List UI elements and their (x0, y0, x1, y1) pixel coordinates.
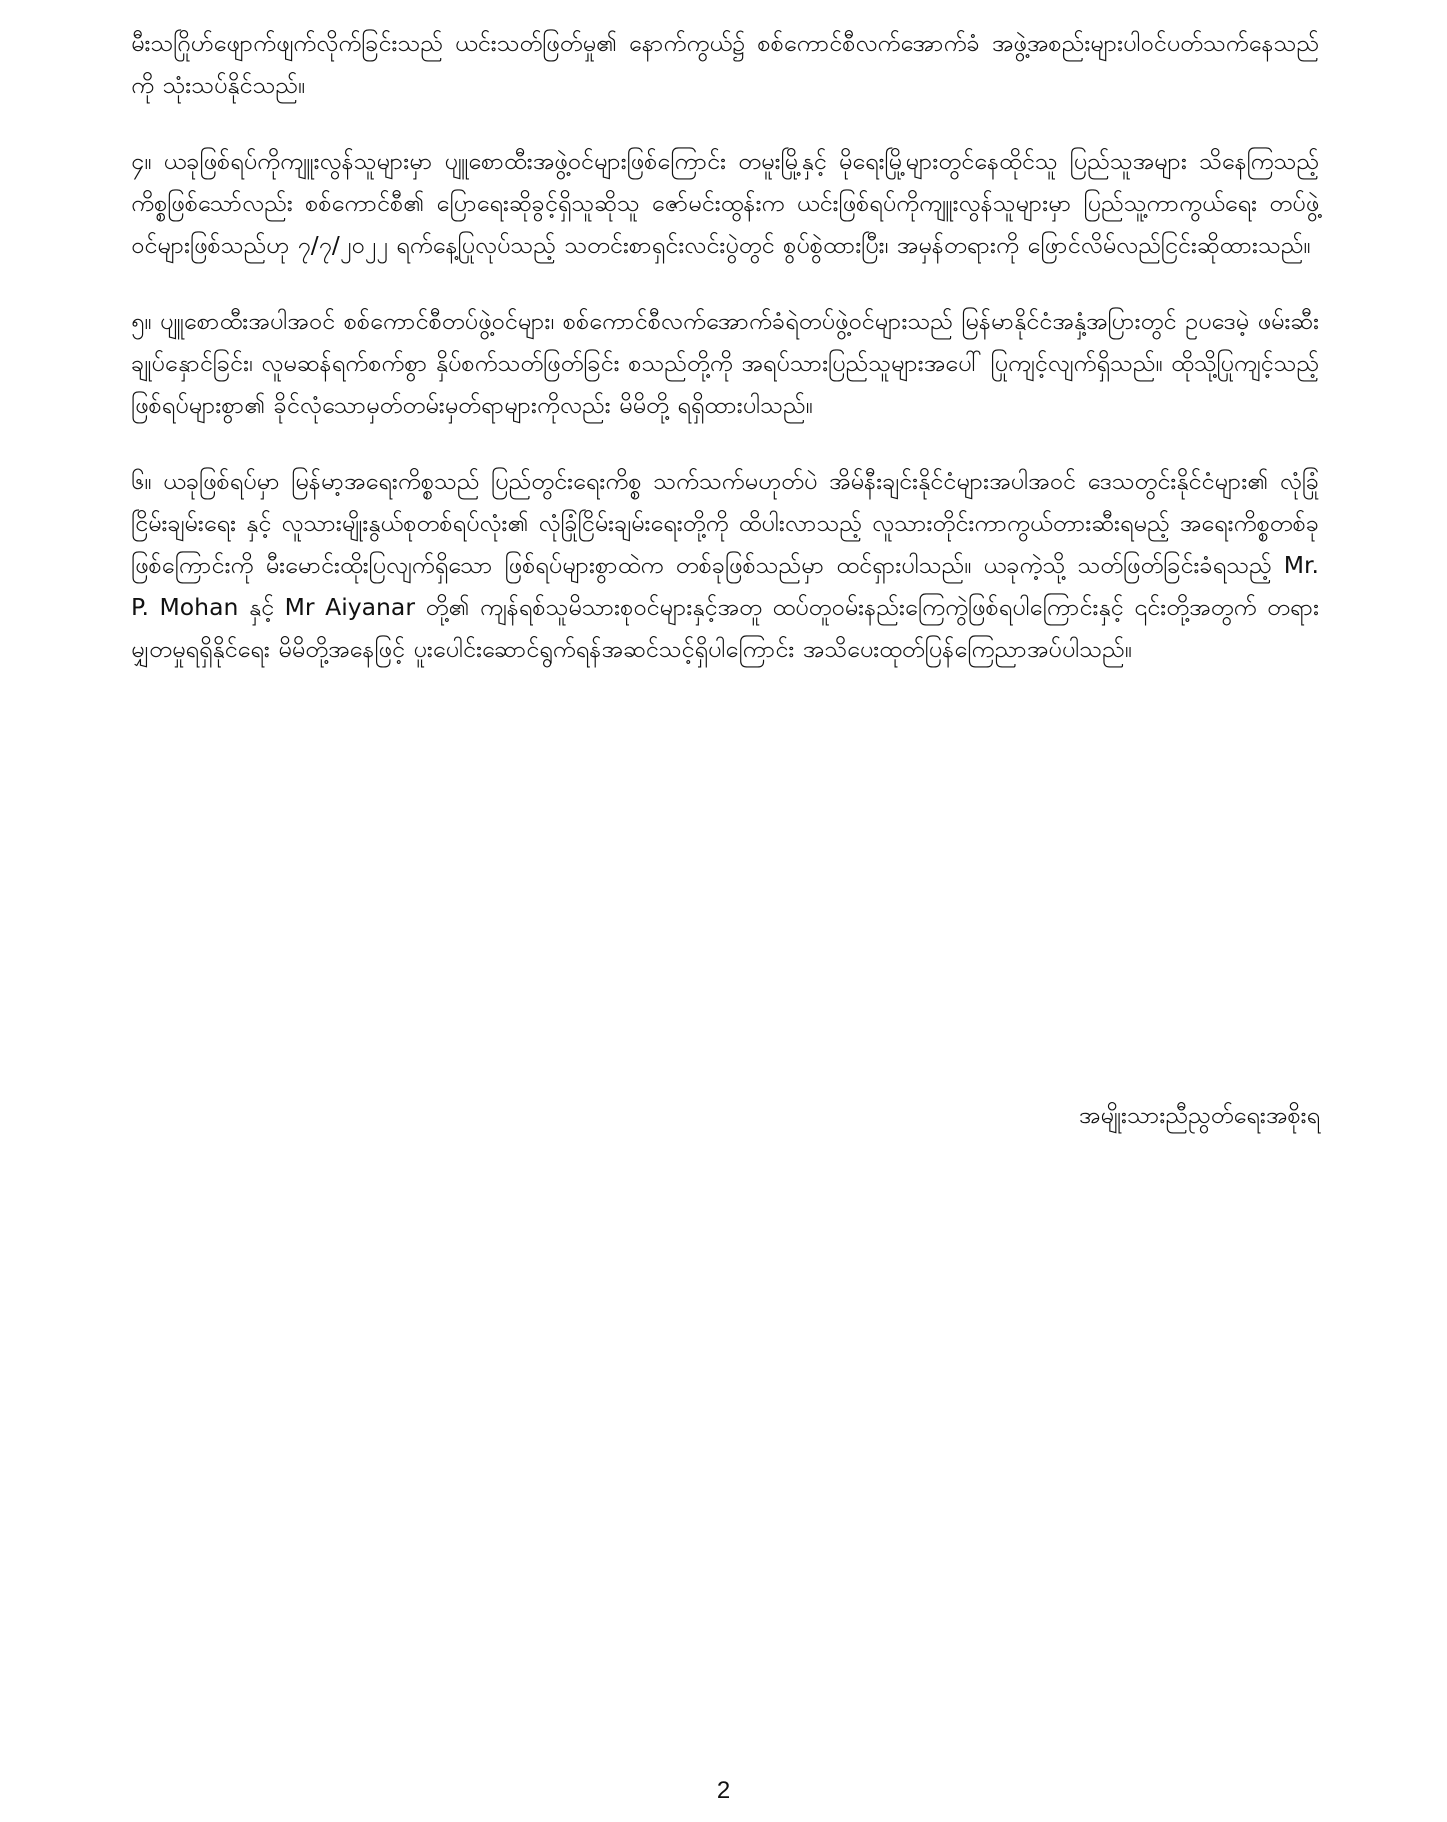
issuer-signature: အမျိုးသားညီညွတ်ရေးအစိုးရ (1078, 1101, 1320, 1129)
document-body (131, 22, 1319, 704)
paragraph-4: ၄။ ယခုဖြစ်ရပ်ကိုကျူးလွန်သူများမှာ ပျူစောထီးအဖွဲ့ဝင်များဖြစ်ကြောင်း တမူးမြို့နှင့် မိုရေးမြို့များတွင်နေထိုင်သူ ပြည်သူအများ သိနေကြသည့်ကိစ္စဖြစ်သော်လည်း စစ်ကောင်စီ၏ ပြောရေးဆိုခွင့်ရှိသူဆိုသူ ဇော်မင်းထွန်းက ယင်းဖြစ်ရပ်ကိုကျူးလွန်သူများမှာ ပြည်သူ့ကာကွယ်ရေး တပ်ဖွဲ့ဝင်များဖြစ်သည်ဟု ၇/၇/၂၀၂၂ ရက်နေ့ပြုလုပ်သည့် သတင်းစာရှင်းလင်းပွဲတွင် စွပ်စွဲထားပြီး၊ အမှန်တရားကို ဖြောင်လိမ်လည်ငြင်းဆိုထားသည်။ (131, 147, 1319, 259)
paragraph-continuation: မီးသဂြိုဟ်ဖျောက်ဖျက်လိုက်ခြင်းသည် ယင်းသတ်ဖြတ်မှု၏ နောက်ကွယ်၌ စစ်ကောင်စီလက်အောက်ခံ အဖွဲ့အစည်းများပါဝင်ပတ်သက်နေသည်ကို သုံးသပ်နိုင်သည်။ (131, 29, 1319, 99)
page-number: 2 (716, 1777, 731, 1804)
paragraph-6: ၆။ ယခုဖြစ်ရပ်မှာ မြန်မာ့အရေးကိစ္စသည် ပြည်တွင်းရေးကိစ္စ သက်သက်မဟုတ်ပဲ အိမ်နီးချင်းနိုင်ငံများအပါအဝင် ဒေသတွင်းနိုင်ငံများ၏ လုံခြုံငြိမ်းချမ်းရေး နှင့် လူသားမျိုးနွယ်စုတစ်ရပ်လုံး၏ လုံခြုံငြိမ်းချမ်းရေးတို့ကို ထိပါးလာသည့် လူသားတိုင်းကာကွယ်တားဆီးရမည့် အရေးကိစ္စတစ်ခုဖြစ်ကြောင်းကို မီးမောင်းထိုးပြလျက်ရှိသော ဖြစ်ရပ်များစွာထဲက တစ်ခုဖြစ်သည်မှာ ထင်ရှားပါသည်။ ယခုကဲ့သို့ သတ်ဖြတ်ခြင်းခံရသည့် Mr. P. Mohan နှင့် Mr Aiyanar တို့၏ ကျန်ရစ်သူမိသားစုဝင်များနှင့်အတူ ထပ်တူဝမ်းနည်းကြေကွဲဖြစ်ရပါကြောင်းနှင့် ၎င်းတို့အတွက် တရားမျှတမှုရရှိနိုင်ရေး မိမိတို့အနေဖြင့် ပူးပေါင်းဆောင်ရွက်ရန်အဆင်သင့်ရှိပါကြောင်း အသိပေးထုတ်ပြန်ကြေညာအပ်ပါသည်။ (131, 467, 1319, 663)
paragraph-5: ၅။ ပျူစောထီးအပါအဝင် စစ်ကောင်စီတပ်ဖွဲ့ဝင်များ၊ စစ်ကောင်စီလက်အောက်ခံရဲတပ်ဖွဲ့ဝင်များသည် မြန်မာနိုင်ငံအနှံ့အပြားတွင် ဥပဒေမဲ့ ဖမ်းဆီးချုပ်နှောင်ခြင်း၊ လူမဆန်ရက်စက်စွာ နှိပ်စက်သတ်ဖြတ်ခြင်း စသည်တို့ကို အရပ်သားပြည်သူများအပေါ် ပြုကျင့်လျက်ရှိသည်။ ထိုသို့ပြုကျင့်သည့်ဖြစ်ရပ်များစွာ၏ ခိုင်လုံသောမှတ်တမ်းမှတ်ရာများကိုလည်း မိမိတို့ ရရှိထားပါသည်။ (131, 307, 1319, 419)
